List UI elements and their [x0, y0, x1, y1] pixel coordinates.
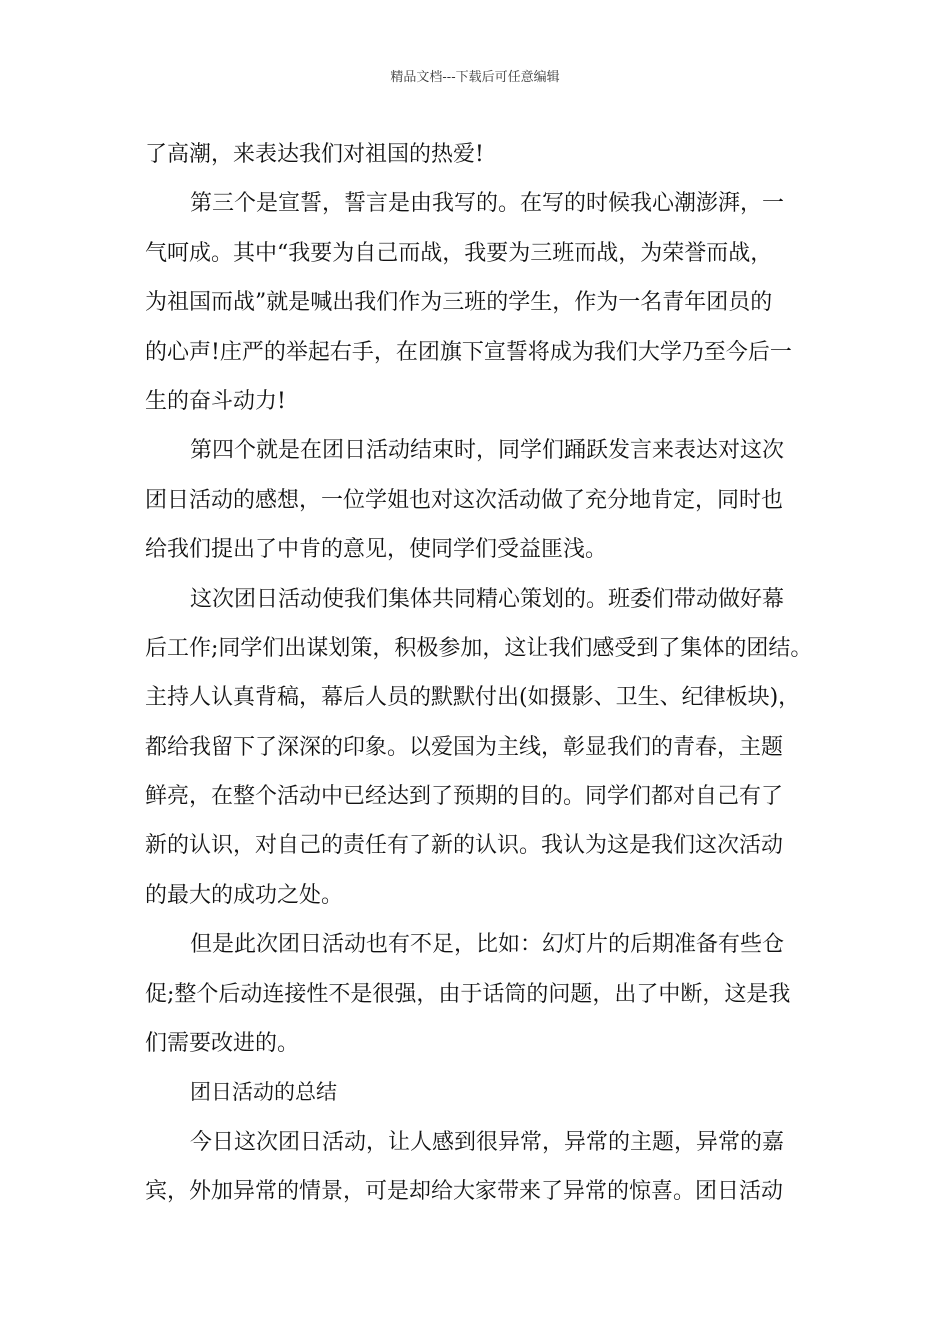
text-line: 新的认识，对自己的责任有了新的认识。我认为这是我们这次活动 [145, 833, 784, 859]
text-line: 的最大的成功之处。 [145, 882, 344, 908]
section-heading: 团日活动的总结 [190, 1080, 337, 1105]
text-line: 气呵成。其中“我要为自己而战，我要为三班而战，为荣誉而战， [145, 240, 773, 266]
text-line: 今日这次团日活动，让人感到很异常，异常的主题，异常的嘉 [190, 1129, 785, 1155]
text-line: 这次团日活动使我们集体共同精心策划的。班委们带动做好幕 [190, 586, 785, 612]
text-line: 了高潮，来表达我们对祖国的热爱! [145, 142, 484, 167]
text-line: 主持人认真背稿，幕后人员的默默付出(如摄影、卫生、纪律板块)， [145, 685, 801, 711]
text-line: 给我们提出了中肯的意见，使同学们受益匪浅。 [145, 537, 608, 563]
text-line: 鲜亮，在整个活动中已经达到了预期的目的。同学们都对自己有了 [145, 784, 784, 810]
text-line: 但是此次团日活动也有不足，比如：幻灯片的后期准备有些仓 [190, 932, 785, 958]
text-line: 促;整个后动连接性不是很强，由于话筒的问题，出了中断，这是我 [145, 981, 791, 1007]
document-body [145, 130, 813, 1217]
text-line: 为祖国而战”就是喊出我们作为三班的学生，作为一名青年团员的 [145, 290, 773, 316]
text-line: 第四个就是在团日活动结束时，同学们踊跃发言来表达对这次 [190, 438, 785, 464]
text-line: 都给我留下了深深的印象。以爱国为主线，彰显我们的青春，主题 [145, 734, 784, 760]
text-line: 宾，外加异常的情景，可是却给大家带来了异常的惊喜。团日活动 [145, 1179, 784, 1205]
text-line: 第三个是宣誓，誓言是由我写的。在写的时候我心潮澎湃，一 [190, 191, 785, 217]
text-line: 们需要改进的。 [145, 1031, 300, 1057]
text-line: 后工作;同学们出谋划策，积极参加，这让我们感受到了集体的团结。 [145, 635, 813, 661]
page-header: 精品文档---下载后可任意编辑 [390, 70, 560, 85]
text-line: 的心声!庄严的举起右手，在团旗下宣誓将成为我们大学乃至今后一 [145, 339, 792, 365]
text-line: 生的奋斗动力! [145, 388, 286, 414]
text-line: 团日活动的感想，一位学姐也对这次活动做了充分地肯定，同时也 [145, 487, 784, 513]
